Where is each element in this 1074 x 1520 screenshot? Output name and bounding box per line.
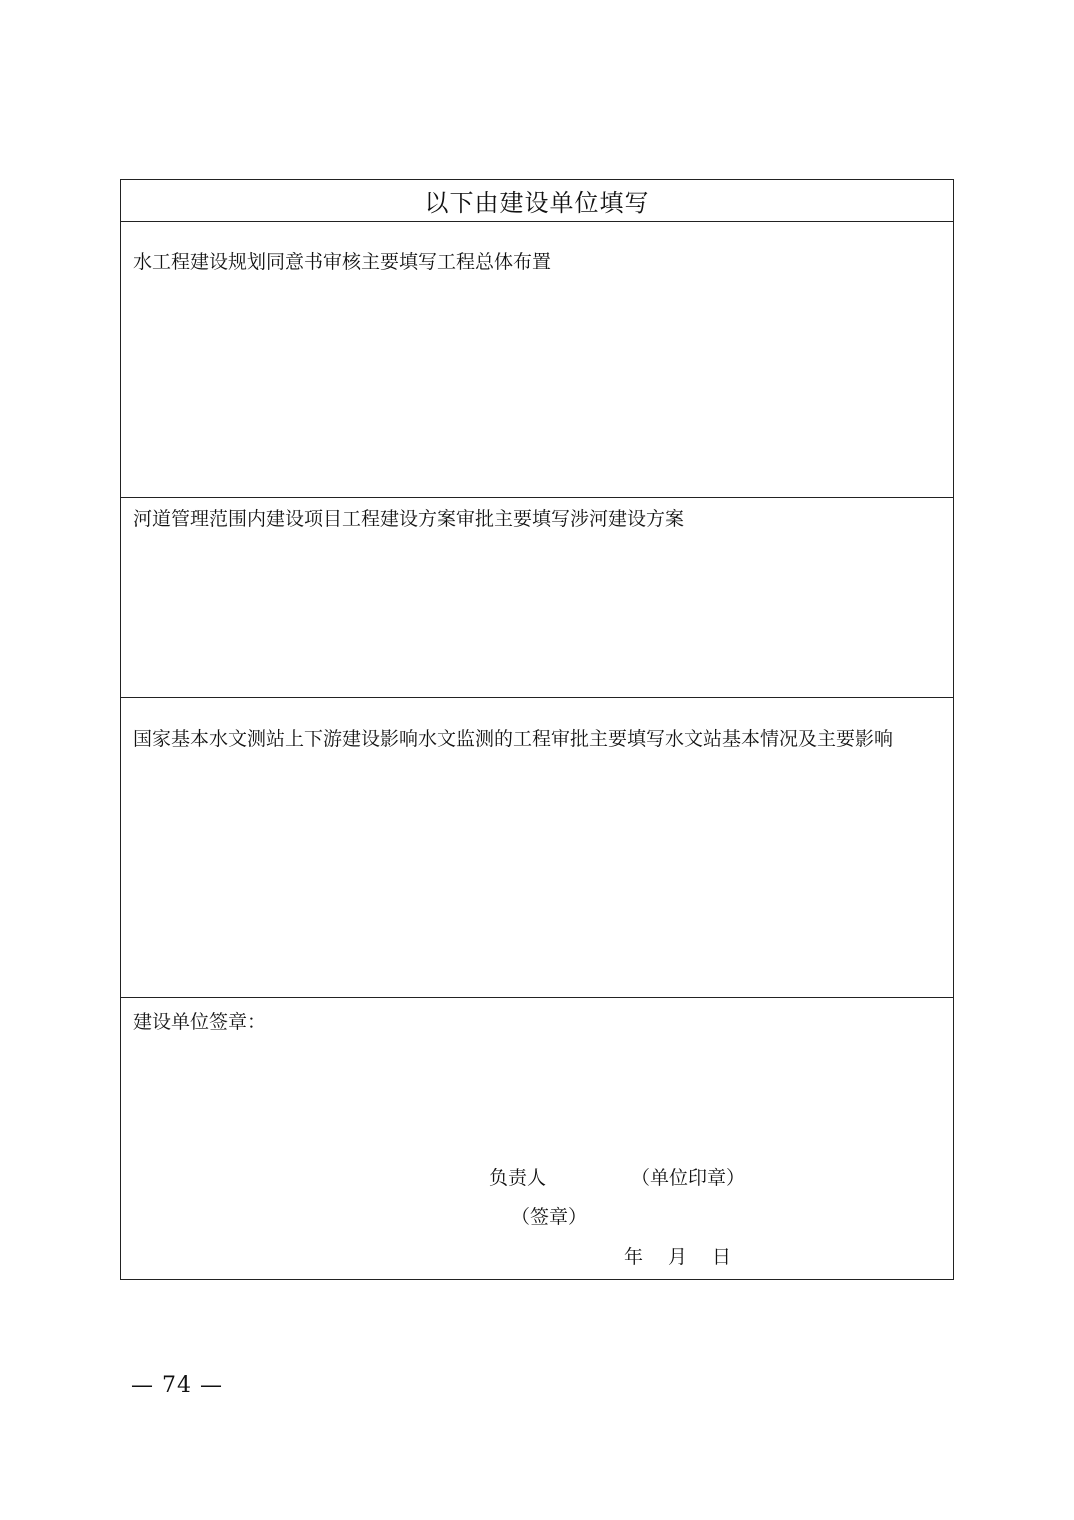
date-month-label: 月: [668, 1246, 688, 1268]
unit-seal-label: （单位印章）: [631, 1167, 746, 1189]
section-hydrological-station-impact: [121, 698, 953, 998]
form-header-row: [121, 180, 953, 222]
section-label: 河道管理范围内建设项目工程建设方案审批主要填写涉河建设方案: [133, 508, 685, 530]
section-label: 水工程建设规划同意书审核主要填写工程总体布置: [133, 251, 552, 273]
responsible-person-label: 负责人: [489, 1167, 547, 1189]
section-water-project-planning: [121, 222, 953, 498]
section-label: 国家基本水文测站上下游建设影响水文监测的工程审批主要填写水文站基本情况及主要影响: [133, 728, 894, 750]
application-form-table: [120, 179, 954, 1280]
section-construction-unit-signature: [121, 998, 953, 1281]
form-header-title: 以下由建设单位填写: [424, 189, 650, 217]
section-label: 建设单位签章：: [133, 1011, 267, 1033]
section-river-management-plan: [121, 498, 953, 698]
date-year-label: 年: [624, 1246, 644, 1268]
date-day-label: 日: [712, 1246, 732, 1268]
page-number: — 74 —: [131, 1373, 223, 1398]
sign-label: （签章）: [511, 1206, 588, 1228]
